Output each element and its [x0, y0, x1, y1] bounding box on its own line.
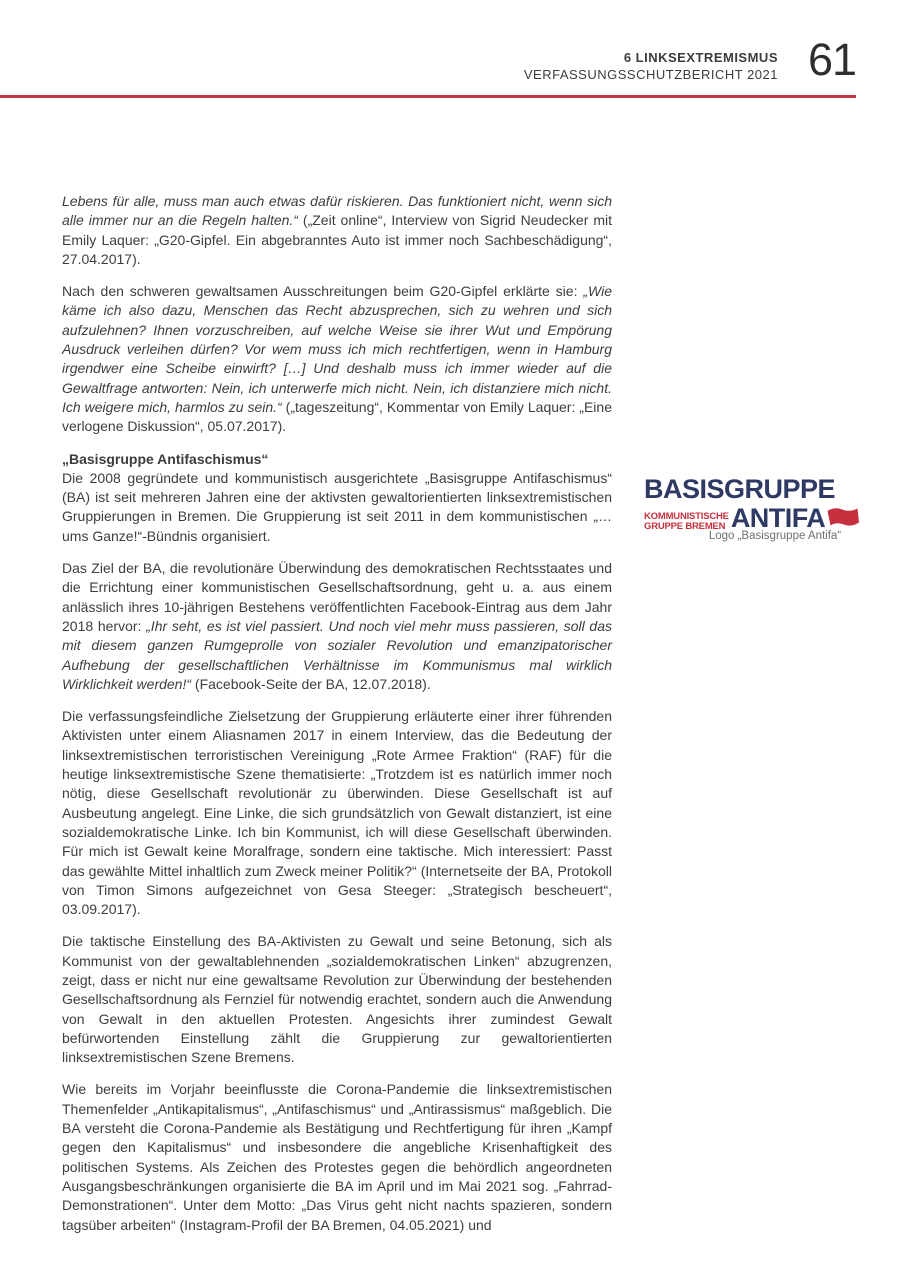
paragraph-text: Die 2008 gegründete und kommunistisch ausgerichtete „Basisgruppe Antifaschismus“ (BA) ist seit mehreren Jahren eine der aktivsten gewaltorientierten linksextremistischen Gruppierungen in Bremen. Die Gruppierung ist seit 2011 in dem kommunistischen „… ums Ganze!“-Bündnis organisiert. [62, 469, 612, 544]
paragraph-text: Nach den schweren gewaltsamen Ausschreitungen beim G20-Gipfel erklärte sie: [62, 283, 584, 300]
body-paragraph [62, 282, 612, 436]
paragraph-text: („Zeit online“, Interview von Sigrid Neudecker mit Emily Laquer: „G20-Gipfel. Ein abgebranntes Auto ist immer noch Sachbeschädigung“, 27.04.2017). [62, 212, 612, 267]
header-section-title: 6 LINKSEXTREMISMUS [623, 50, 778, 65]
body-paragraph [62, 707, 612, 919]
section-heading: „Basisgruppe Antifaschismus“ [62, 450, 269, 467]
header-rule [0, 95, 856, 98]
logo-title-text: BASISGRUPPE [644, 474, 836, 504]
header-report-title: VERFASSUNGSSCHUTZBERICHT 2021 [523, 67, 778, 82]
basisgruppe-antifa-logo [644, 476, 840, 532]
logo-antifa-text: ANTIFA [730, 503, 826, 533]
quote-text: „Ihr seht, es ist viel passiert. Und noch viel mehr muss passieren, soll das mit diesem ganzen Rumgeprolle von sozialer Revolution und emanzipatorischer Aufhebung der gesellschaftlichen Verhältnisse im Kommunismus mal wirklich Wirklichkeit werden!“ [62, 617, 612, 692]
paragraph-text: Die taktische Einstellung des BA-Aktivisten zu Gewalt und seine Betonung, sich als Kommunist von der gewaltablehnenden „sozialdemokratischen Linken“ abzugrenzen, zeigt, dass er nicht nur eine gewaltsame Revolution zur Überwindung der bestehenden Gesellschaftsordnung als Fernziel für notwendig erachtet, sondern auch die Anwendung von Gewalt in den aktuellen Protesten. Angesichts ihrer zumindest Gewalt befürwortenden Einstellung zählt die Gruppierung zur gewaltorientierten linksextremistischen Szene Bremens. [62, 933, 612, 1066]
logo-second-row [644, 504, 840, 532]
paragraph-text: („tageszeitung“, Kommentar von Emily Laquer: „Eine verlogene Diskussion“, 05.07.2017). [62, 398, 612, 435]
logo-subtitle-line2: GRUPPE BREMEN [644, 520, 726, 532]
page-number: 61 [807, 34, 856, 85]
paragraph-text: Wie bereits im Vorjahr beeinflusste die Corona-Pandemie die linksextremistischen Themenfelder „Antikapitalismus“, „Antifaschismus“ und „Antirassismus“ maßgeblich. Die BA versteht die Corona-Pandemie als Bestätigung und Rechtfertigung für ihren „Kampf gegen den Kapitalismus“ und insbesondere die angebliche Krisenhaftigkeit des politischen Systems. Als Zeichen des Protestes gegen die behördlich angeordneten Ausgangsbeschränkungen organisierte die BA im April und im Mai 2021 sog. „Fahrrad-Demonstrationen“. Unter dem Motto: „Das Virus geht nicht nachts spazieren, sondern tagsüber arbeiten“ (Instagram-Profil der BA Bremen, 04.05.2021) und [62, 1081, 612, 1233]
page-header [524, 49, 778, 83]
body-paragraph [62, 469, 612, 546]
quote-text: „Wie käme ich also dazu, Menschen das Recht abzusprechen, sich zu wehren und sich aufzulehnen? Ihnen vorzuschreiben, auf welche Weise sie ihrer Wut und Empörung Ausdruck verleihen dürfen? Vor wem muss ich mich rechtfertigen, wenn in Hamburg irgendwer eine Scheibe einwirft? […] Und deshalb muss ich immer wieder auf die Gewaltfrage antworten: Nein, ich unterwerfe mich nicht. Nein, ich distanziere mich nicht. Ich weigere mich, harmlos zu sein.“ [62, 283, 612, 415]
paragraph-text: (Facebook-Seite der BA, 12.07.2018). [191, 675, 431, 692]
paragraph-text: Die verfassungsfeindliche Zielsetzung der Gruppierung erläuterte einer ihrer führenden Aktivisten unter einem Aliasnamen 2017 in einem Interview, das die Bedeutung der linksextremistischen terroristischen Vereinigung „Rote Armee Fraktion“ (RAF) für die heutige linksextremistische Szene thematisierte: „Trotzdem ist es natürlich immer noch nötig, diese Gesellschaft revolutionär zu überwinden. Diese Gesellschaft ist auf Ausbeutung angelegt. Eine Linke, die sich grundsätzlich von Gewalt distanziert, ist eine sozialdemokratische Linke. Ich bin Kommunist, ich will diese Gesellschaft überwinden. Für mich ist Gewalt keine Moralfrage, sondern eine taktische. Mich interessiert: Passt das gewählte Mittel inhaltlich zum Zweck meiner Politik?“ (Internetseite der BA, Protokoll von Timon Simons aufgezeichnet von Gesa Steeger: „Strategisch bescheuert“, 03.09.2017). [62, 708, 612, 918]
body-paragraph [62, 559, 612, 694]
logo-caption: Logo „Basisgruppe Antifa“ [708, 530, 842, 542]
body-content [62, 192, 612, 1248]
quote-text: Lebens für alle, muss man auch etwas dafür riskieren. Das funktioniert nicht, wenn sich alle immer nur an die Regeln halten.“ [62, 193, 612, 229]
body-paragraph [62, 1080, 612, 1234]
paragraph-text: Das Ziel der BA, die revolutionäre Überwindung des demokratischen Rechtsstaates und die Errichtung einer kommunistischen Gesellschaftsordnung, geht u. a. aus einem anlässlich ihres 10-jährigen Bestehens veröffentlichten Facebook-Eintrag aus dem Jahr 2018 hervor: [62, 560, 612, 634]
body-paragraph [62, 192, 612, 269]
body-paragraph [62, 932, 612, 1067]
logo-subtitle-line1: KOMMUNISTISCHE [644, 511, 729, 522]
